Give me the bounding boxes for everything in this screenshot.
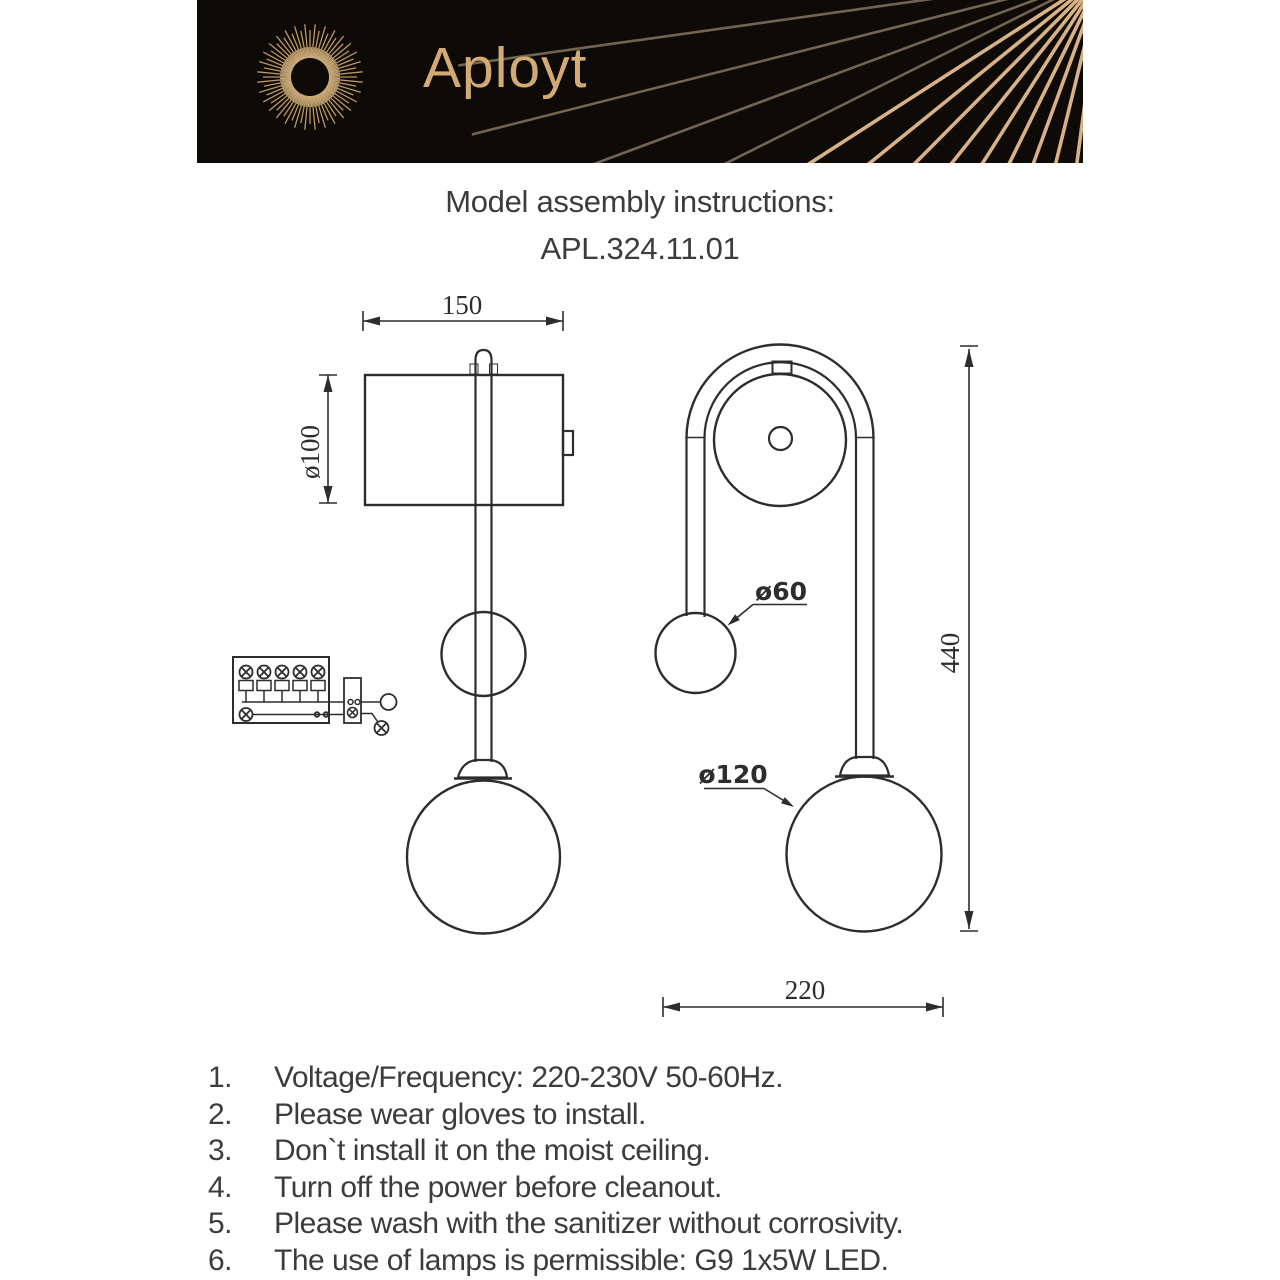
item-number: 6. <box>208 1243 233 1277</box>
item-text: Please wear gloves to install. <box>274 1097 646 1131</box>
large-sphere-side <box>407 781 560 934</box>
dimension-d100 <box>295 375 337 503</box>
list-item <box>208 1060 1188 1097</box>
dimension-220 <box>663 975 943 1017</box>
list-item <box>208 1133 1188 1170</box>
instructions-list <box>208 1060 1188 1280</box>
page-title: Model assembly instructions: <box>445 184 835 219</box>
title-block <box>0 178 1280 272</box>
dimension-150 <box>363 290 563 331</box>
item-number: 4. <box>208 1170 233 1204</box>
side-view <box>295 290 573 934</box>
d60-label: ø60 <box>755 577 807 606</box>
item-number: 3. <box>208 1134 233 1168</box>
item-text: Voltage/Frequency: 220-230V 50-60Hz. <box>274 1061 784 1094</box>
socket-dome-side <box>458 760 507 778</box>
technical-drawing <box>200 280 1050 1050</box>
item-text: Please wash with the sanitizer without corrosivity. <box>274 1207 904 1241</box>
item-number: 5. <box>208 1207 233 1241</box>
dim-220-label: 220 <box>784 975 826 1005</box>
rod-clamp-left <box>470 364 478 374</box>
rod-side <box>476 350 492 762</box>
front-view <box>656 345 979 1018</box>
label-d120 <box>698 760 794 807</box>
item-number: 2. <box>208 1097 233 1131</box>
item-text: Don`t install it on the moist ceiling. <box>274 1134 711 1168</box>
list-item <box>208 1170 1188 1207</box>
large-sphere-front <box>787 777 942 932</box>
d120-label: ø120 <box>698 760 768 789</box>
plate-center-hole <box>769 427 792 450</box>
brand-banner <box>197 0 1083 163</box>
label-d60 <box>728 577 808 626</box>
small-sphere-front <box>656 613 736 693</box>
dim-440-label: 440 <box>935 632 965 674</box>
item-text: Turn off the power before cleanout. <box>274 1170 722 1204</box>
model-number: APL.324.11.01 <box>540 231 740 266</box>
list-item <box>208 1206 1188 1243</box>
dim-d100-label: ø100 <box>295 425 325 479</box>
brand-name: Aployt <box>423 36 588 100</box>
dim-150-label: 150 <box>441 290 483 320</box>
item-number: 1. <box>208 1061 233 1094</box>
side-tab <box>563 431 573 455</box>
wall-plate <box>714 374 846 506</box>
shade-box <box>365 375 563 505</box>
banner-decoration <box>197 0 1083 163</box>
starburst-icon <box>257 24 362 129</box>
middle-sphere-side <box>442 612 526 696</box>
list-item <box>208 1243 1188 1280</box>
list-item <box>208 1097 1188 1134</box>
wiring-diagram <box>233 657 397 735</box>
socket-dome-front <box>840 757 889 776</box>
lamp-symbol <box>381 694 397 710</box>
item-text: The use of lamps is permissible: G9 1x5W LED. <box>274 1243 889 1277</box>
arch-outer <box>687 345 874 439</box>
terminal-row <box>239 666 325 703</box>
